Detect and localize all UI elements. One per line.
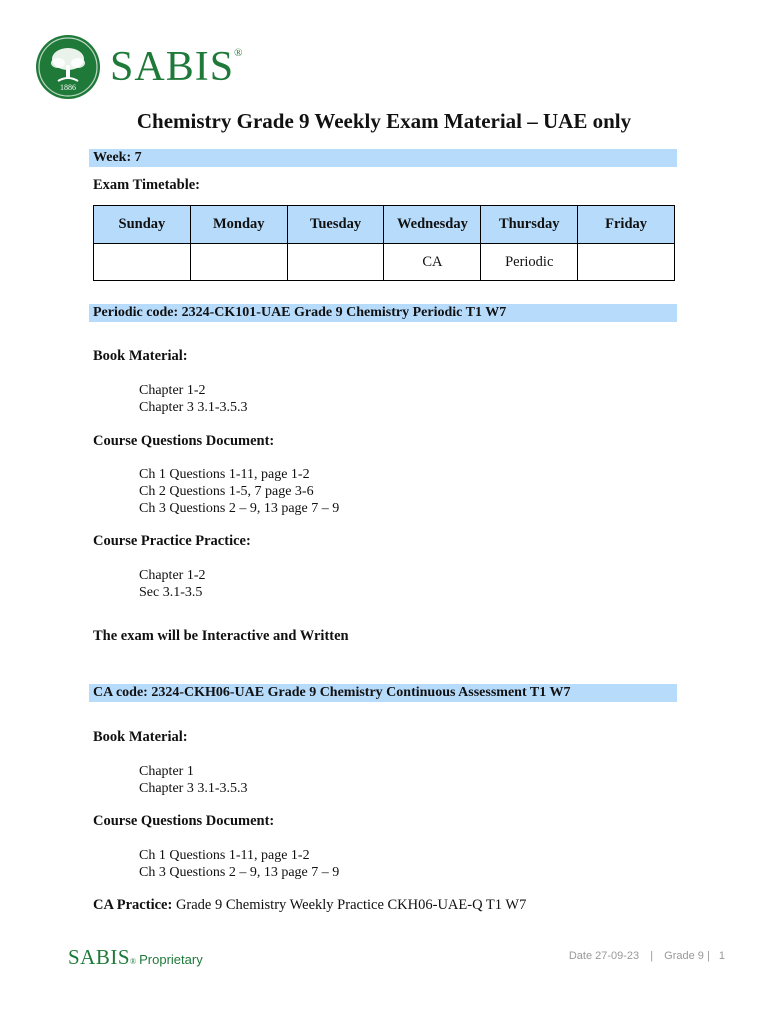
ca-practice-label: CA Practice: <box>93 897 173 913</box>
footer-logo <box>68 945 203 970</box>
exam-format-note: The exam will be Interactive and Written <box>93 628 349 644</box>
footer-brand: SABIS <box>68 945 131 969</box>
brand-wordmark <box>110 46 243 88</box>
list-item: Chapter 3 3.1-3.5.3 <box>139 400 248 415</box>
timetable-cell-friday <box>578 244 675 281</box>
day-header-wednesday: Wednesday <box>384 206 481 244</box>
day-header-sunday: Sunday <box>94 206 191 244</box>
timetable-cell-wednesday: CA <box>384 244 481 281</box>
day-header-thursday: Thursday <box>481 206 578 244</box>
day-header-tuesday: Tuesday <box>287 206 384 244</box>
timetable-cell-thursday: Periodic <box>481 244 578 281</box>
page-title: Chemistry Grade 9 Weekly Exam Material – UAE only <box>136 109 632 133</box>
list-item: Ch 2 Questions 1-5, 7 page 3-6 <box>139 484 314 499</box>
registered-mark: ® <box>234 47 244 59</box>
list-item: Chapter 1-2 <box>139 568 206 583</box>
periodic-practice-label: Course Practice Practice: <box>93 533 251 549</box>
sabis-logo <box>36 35 243 99</box>
exam-timetable <box>93 205 675 281</box>
list-item: Chapter 1 <box>139 764 194 779</box>
timetable-cell-sunday <box>94 244 191 281</box>
list-item: Chapter 3 3.1-3.5.3 <box>139 781 248 796</box>
ca-code-band: CA code: 2324-CKH06-UAE Grade 9 Chemistry Continuous Assessment T1 W7 <box>89 684 677 702</box>
footer-meta <box>569 950 725 962</box>
ca-book-material-label: Book Material: <box>93 729 188 745</box>
periodic-code-band: Periodic code: 2324-CK101-UAE Grade 9 Chemistry Periodic T1 W7 <box>89 304 677 322</box>
list-item: Ch 1 Questions 1-11, page 1-2 <box>139 467 310 482</box>
timetable-cell-tuesday <box>287 244 384 281</box>
ca-cqd-list <box>139 847 339 881</box>
footer-proprietary: Proprietary <box>139 952 203 967</box>
timetable-cell-monday <box>190 244 287 281</box>
list-item: Ch 1 Questions 1-11, page 1-2 <box>139 848 310 863</box>
list-item: Chapter 1-2 <box>139 383 206 398</box>
timetable-row <box>94 244 675 281</box>
list-item: Sec 3.1-3.5 <box>139 585 203 600</box>
periodic-practice-list <box>139 567 205 601</box>
ca-practice-value: Grade 9 Chemistry Weekly Practice CKH06-UAE-Q T1 W7 <box>175 897 527 913</box>
periodic-book-material-label: Book Material: <box>93 348 188 364</box>
ca-book-material-list <box>139 763 247 797</box>
periodic-cqd-label: Course Questions Document: <box>93 433 275 449</box>
logo-year: 1886 <box>60 83 76 92</box>
footer-date: Date 27-09-23 <box>568 950 640 962</box>
footer-grade: Grade 9 | <box>664 950 710 962</box>
week-band: Week: 7 <box>89 149 677 167</box>
tree-seal-icon <box>36 35 100 99</box>
ca-practice-line <box>93 897 526 914</box>
periodic-book-material-list <box>139 382 247 416</box>
list-item: Ch 3 Questions 2 – 9, 13 page 7 – 9 <box>139 865 340 880</box>
list-item: Ch 3 Questions 2 – 9, 13 page 7 – 9 <box>139 501 340 516</box>
day-header-monday: Monday <box>190 206 287 244</box>
ca-cqd-label: Course Questions Document: <box>93 813 275 829</box>
page-number: 1 <box>718 950 725 962</box>
timetable-header-row <box>94 206 675 244</box>
footer-separator: | <box>650 950 654 962</box>
day-header-friday: Friday <box>578 206 675 244</box>
exam-timetable-label: Exam Timetable: <box>93 177 201 193</box>
periodic-cqd-list <box>139 466 339 517</box>
brand-name: SABIS <box>110 44 235 90</box>
footer-registered-mark: ® <box>130 957 137 966</box>
